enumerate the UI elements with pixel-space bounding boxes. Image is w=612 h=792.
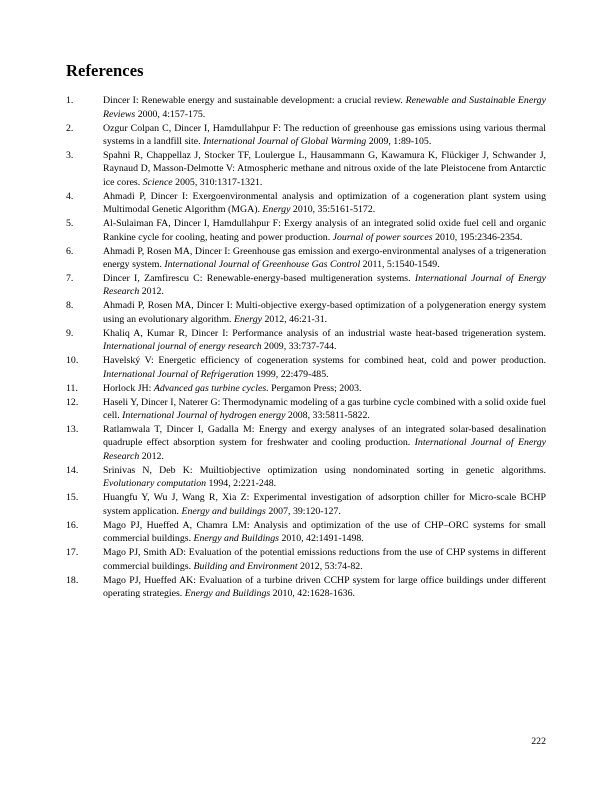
reference-text-run: Haseli Y, Dincer I, Naterer G: Thermodynamic modeling of a gas turbine cycle combined with a solid oxide fuel cell. bbox=[103, 396, 546, 422]
page-title: References bbox=[66, 61, 144, 80]
reference-text-run: 1994, 2:221-248. bbox=[206, 478, 277, 490]
reference-text bbox=[103, 423, 546, 463]
reference-number: 14. bbox=[66, 464, 79, 476]
reference-text-run: 2010, 42:1491-1498. bbox=[278, 533, 364, 545]
reference-number: 1. bbox=[66, 95, 74, 107]
reference-text bbox=[103, 217, 546, 244]
reference-number: 8. bbox=[66, 300, 74, 312]
reference-source-title: International Journal of Greenhouse Gas Control bbox=[164, 259, 361, 271]
reference-text bbox=[103, 519, 546, 546]
reference-number: 16. bbox=[66, 519, 79, 531]
reference-text bbox=[103, 354, 546, 381]
reference-source-title: Energy and buildings bbox=[181, 505, 266, 517]
reference-source-title: Energy and Buildings bbox=[184, 587, 271, 599]
reference-source-title: International Journal of hydrogen energy bbox=[122, 410, 286, 422]
reference-entry bbox=[66, 574, 546, 601]
reference-number: 12. bbox=[66, 396, 79, 408]
reference-entry bbox=[66, 327, 546, 354]
reference-number: 15. bbox=[66, 492, 79, 504]
reference-source-title: Advanced gas turbine cycles. bbox=[153, 382, 269, 394]
reference-entry bbox=[66, 190, 546, 217]
reference-text-run: Mago PJ, Smith AD: Evaluation of the potential emissions reductions from the use of CHP systems in different commercial buildings. bbox=[103, 547, 546, 572]
reference-entry bbox=[66, 122, 546, 149]
reference-text-run: 2012. bbox=[139, 286, 164, 298]
reference-source-title: Energy bbox=[262, 204, 291, 216]
reference-number: 6. bbox=[66, 245, 74, 257]
reference-text-run: 1999, 22:479-485. bbox=[253, 368, 329, 380]
reference-entry bbox=[66, 464, 546, 491]
reference-source-title: Evolutionary computation bbox=[103, 478, 207, 490]
reference-source-title: Energy and Buildings bbox=[193, 533, 279, 545]
reference-text-run: Havelský V: Energetic efficiency of cogeneration systems for combined heat, cold and power production. bbox=[103, 355, 546, 367]
page-number: 222 bbox=[531, 736, 546, 747]
reference-entry bbox=[66, 491, 546, 518]
reference-text-run: Pergamon Press; 2003. bbox=[268, 382, 362, 394]
reference-source-title: International Journal of Refrigeration bbox=[103, 368, 254, 380]
reference-text-run: 2009, 1:89-105. bbox=[366, 136, 432, 147]
reference-text bbox=[103, 491, 546, 518]
reference-text bbox=[103, 382, 546, 395]
reference-text-run: 2000, 4:157-175. bbox=[135, 108, 206, 120]
reference-number: 18. bbox=[66, 574, 79, 586]
reference-text bbox=[103, 94, 546, 121]
reference-number: 17. bbox=[66, 547, 79, 559]
reference-text-run: 2010, 35:5161-5172. bbox=[290, 204, 376, 216]
reference-text-run: 2012. bbox=[139, 450, 164, 462]
reference-text-run: 2010, 195:2346-2354. bbox=[432, 231, 523, 243]
reference-text-run: 2009, 33:737-744. bbox=[261, 341, 337, 353]
reference-source-title: International Journal of Global Warming bbox=[203, 136, 367, 147]
reference-source-title: International journal of energy research bbox=[103, 341, 262, 353]
reference-text-run: Ratlamwala T, Dincer I, Gadalla M: Energy and exergy analyses of an integrated solar-based desalination quadruple effect absorption system for freshwater and cooling production. bbox=[103, 424, 546, 449]
reference-list bbox=[66, 94, 546, 600]
reference-number: 5. bbox=[66, 218, 74, 230]
reference-text-run: Huangfu Y, Wu J, Wang R, Xia Z: Experimental investigation of adsorption chiller for Micro-scale BCHP system application. bbox=[103, 492, 546, 517]
reference-source-title: International Journal of Energy Research bbox=[103, 273, 547, 298]
reference-text-run: Al-Sulaiman FA, Dincer I, Hamdullahpur F: Exergy analysis of an integrated solid oxide fuel cell and organic Rankine cycle for cooling, heating and power production. bbox=[103, 218, 546, 243]
reference-entry bbox=[66, 396, 546, 423]
reference-text bbox=[103, 299, 546, 326]
reference-source-title: Journal of power sources bbox=[332, 231, 433, 243]
reference-source-title: Renewable and Sustainable Energy Reviews bbox=[103, 95, 546, 120]
reference-text-run: Ozgur Colpan C, Dincer I, Hamdullahpur F: The reduction of greenhouse gas emissions using various thermal systems in a landfill site. bbox=[103, 122, 546, 147]
reference-text-run: 2010, 42:1628-1636. bbox=[270, 587, 355, 599]
reference-number: 13. bbox=[66, 424, 79, 436]
reference-text-run: 2007, 39:120-127. bbox=[265, 505, 341, 517]
reference-text bbox=[103, 149, 546, 189]
reference-source-title: Energy bbox=[233, 313, 263, 325]
reference-text-run: 2008, 33:5811-5822. bbox=[285, 410, 370, 422]
reference-number: 4. bbox=[66, 190, 74, 202]
reference-source-title: Science bbox=[142, 176, 173, 188]
reference-entry bbox=[66, 94, 546, 121]
reference-text-run: 2011, 5:1540-1549. bbox=[360, 259, 440, 271]
reference-entry bbox=[66, 546, 546, 573]
reference-text bbox=[103, 546, 546, 573]
reference-entry bbox=[66, 354, 546, 381]
reference-entry bbox=[66, 149, 546, 189]
reference-number: 11. bbox=[66, 382, 78, 394]
reference-text bbox=[103, 327, 546, 354]
reference-entry bbox=[66, 245, 546, 272]
reference-text bbox=[103, 190, 546, 217]
reference-text bbox=[103, 396, 546, 423]
reference-entry bbox=[66, 272, 546, 299]
reference-text-run: Mago PJ, Hueffed AK: Evaluation of a turbine driven CCHP system for large office buildings under different operating strategies. bbox=[103, 574, 546, 599]
reference-entry bbox=[66, 299, 546, 326]
reference-number: 7. bbox=[66, 273, 74, 285]
reference-text-run: Spahni R, Chappellaz J, Stocker TF, Loulergue L, Hausammann G, Kawamura K, Flückiger J, Schwander J, Raynaud D, Masson-Delmotte V: Atmospheric methane and nitrous oxide of the late Pleistocene from Antarctic ice cores. bbox=[103, 149, 546, 188]
reference-text-run: Ahmadi P, Dincer I: Exergoenvironmental analysis and optimization of a cogeneration plant system using Multimodal Genetic Algorithm (MGA). bbox=[103, 190, 546, 216]
reference-number: 9. bbox=[66, 327, 74, 339]
reference-text-run: 2005, 310:1317-1321. bbox=[172, 176, 263, 188]
reference-text-run: Horlock JH: bbox=[103, 382, 154, 394]
reference-text-run: Mago PJ, Hueffed A, Chamra LM: Analysis and optimization of the use of CHP–ORC systems for small commercial buildings. bbox=[103, 519, 546, 545]
reference-text-run: 2012, 53:74-82. bbox=[297, 560, 363, 572]
reference-text-run: 2012, 46:21-31. bbox=[262, 313, 328, 325]
reference-text bbox=[103, 245, 546, 272]
reference-text-run: Ahmadi P, Rosen MA, Dincer I: Multi-objective exergy-based optimization of a polygeneration energy system using an evolutionary algorithm. bbox=[103, 300, 546, 325]
reference-text bbox=[103, 272, 546, 299]
reference-entry bbox=[66, 217, 546, 244]
reference-entry bbox=[66, 423, 546, 463]
reference-entry bbox=[66, 382, 546, 395]
reference-text-run: Ahmadi P, Rosen MA, Dincer I: Greenhouse gas emission and exergo-environmental analyses of a trigeneration energy system. bbox=[103, 245, 546, 271]
reference-text bbox=[103, 122, 546, 149]
reference-text-run: Khaliq A, Kumar R, Dincer I: Performance analysis of an industrial waste heat-based trigeneration system. bbox=[103, 327, 546, 339]
page-content bbox=[66, 62, 546, 601]
reference-text bbox=[103, 574, 546, 601]
reference-text-run: Dincer I, Zamfirescu C: Renewable-energy-based multigeneration systems. bbox=[103, 273, 415, 285]
reference-number: 3. bbox=[66, 149, 74, 161]
reference-text-run: Dincer I: Renewable energy and sustainable development: a crucial review. bbox=[103, 95, 406, 107]
reference-entry bbox=[66, 519, 546, 546]
reference-number: 10. bbox=[66, 355, 79, 367]
reference-source-title: International Journal of Energy Research bbox=[103, 437, 547, 462]
reference-source-title: Building and Environment bbox=[193, 560, 298, 572]
reference-text-run: Srinivas N, Deb K: Muiltiobjective optimization using nondominated sorting in genetic algorithms. bbox=[103, 464, 546, 476]
reference-number: 2. bbox=[66, 122, 74, 134]
reference-text bbox=[103, 464, 546, 491]
